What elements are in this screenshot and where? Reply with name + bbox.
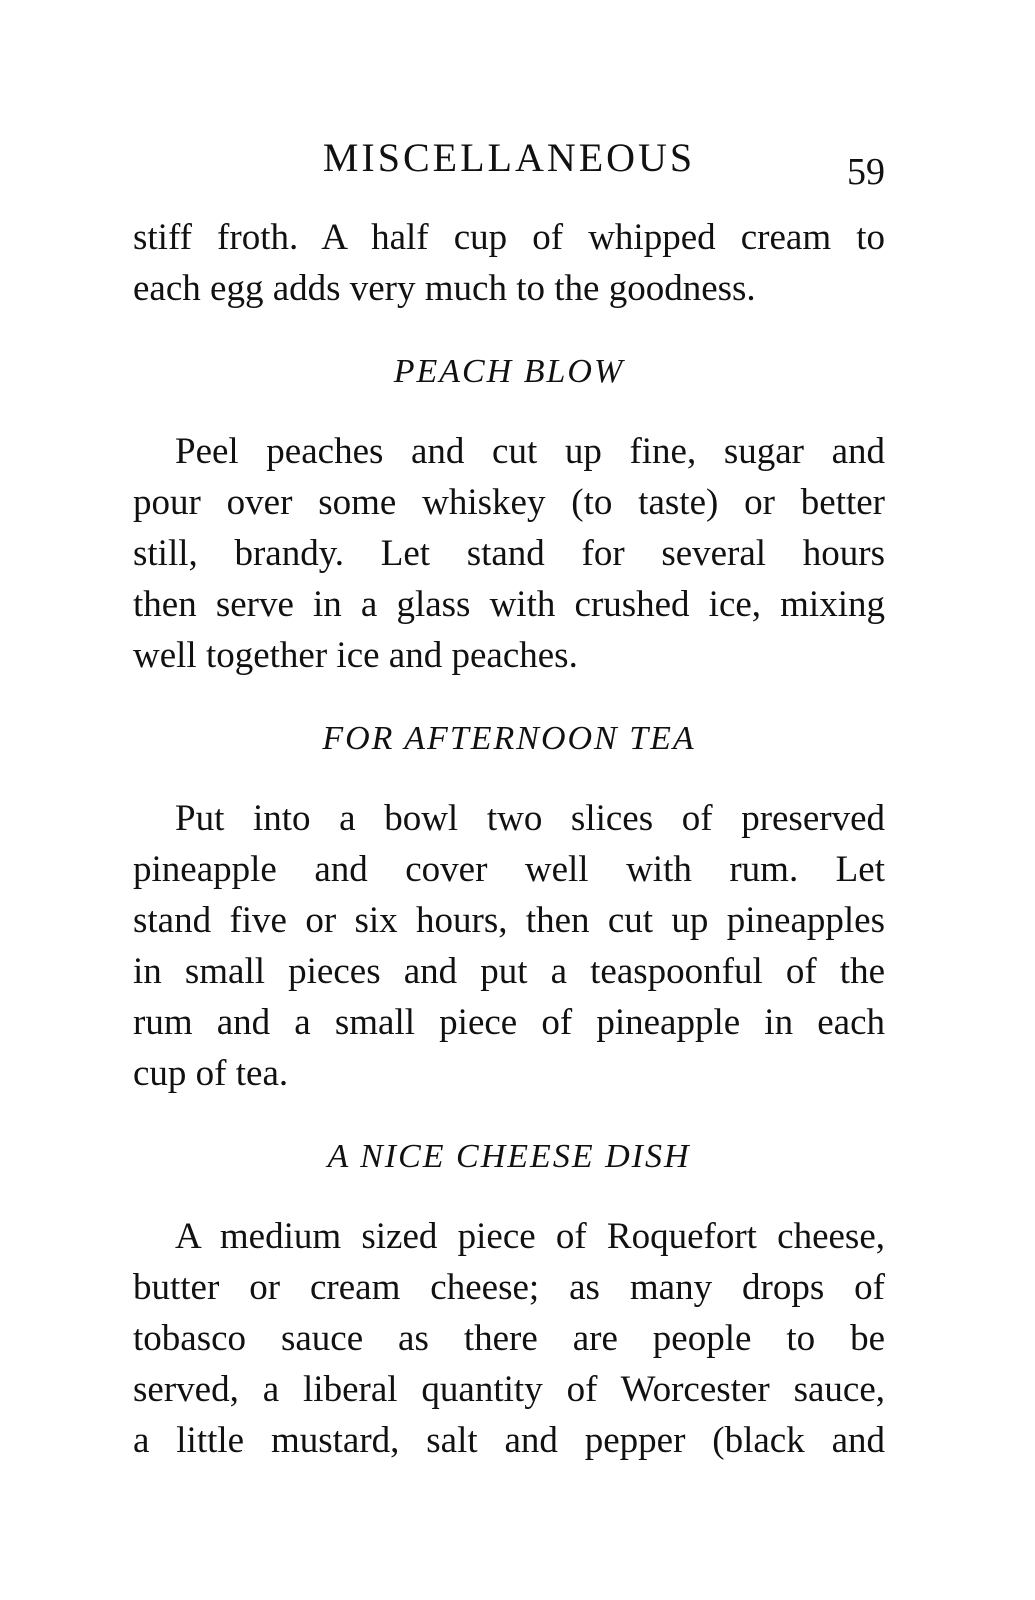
text-line: each egg adds very much to the goodness. — [133, 268, 756, 309]
text-line: tobasco sauce as there are people to be — [133, 1318, 885, 1359]
book-page — [133, 0, 885, 1600]
text-line: stiff froth. A half cup of whipped cream to — [133, 217, 885, 258]
text-line: Peel peaches and cut up fine, sugar and — [175, 431, 885, 472]
text-line: pour over some whiskey (to taste) or better — [133, 482, 885, 523]
text-line: served, a liberal quantity of Worcester sauce, — [133, 1369, 885, 1410]
recipe-title-peach-blow: PEACH BLOW — [393, 353, 625, 390]
recipe-body-peach-blow — [133, 426, 885, 681]
recipe-title-cheese-dish: A NICE CHEESE DISH — [327, 1138, 691, 1175]
text-line: in small pieces and put a teaspoonful of the — [133, 951, 885, 992]
running-title: MISCELLANEOUS — [322, 135, 696, 180]
text-line: then serve in a glass with crushed ice, mixing — [133, 584, 885, 625]
recipe-body-cheese-dish — [133, 1211, 885, 1466]
text-line: stand five or six hours, then cut up pineapples — [133, 900, 885, 941]
text-line: pineapple and cover well with rum. Let — [133, 849, 885, 890]
text-line: cup of tea. — [133, 1053, 289, 1094]
recipe-title-afternoon-tea: FOR AFTERNOON TEA — [322, 720, 696, 757]
text-line: a little mustard, salt and pepper (black and — [133, 1420, 885, 1461]
text-line: well together ice and peaches. — [133, 635, 578, 676]
continuation-paragraph — [133, 212, 885, 314]
recipe-body-afternoon-tea — [133, 793, 885, 1099]
text-line: A medium sized piece of Roquefort cheese, — [175, 1216, 885, 1257]
text-line: butter or cream cheese; as many drops of — [133, 1267, 885, 1308]
running-head — [133, 128, 885, 193]
page-body — [133, 212, 885, 1466]
text-line: rum and a small piece of pineapple in each — [133, 1002, 885, 1043]
page-number: 59 — [847, 151, 885, 193]
text-line: Put into a bowl two slices of preserved — [175, 798, 885, 839]
text-line: still, brandy. Let stand for several hours — [133, 533, 885, 574]
